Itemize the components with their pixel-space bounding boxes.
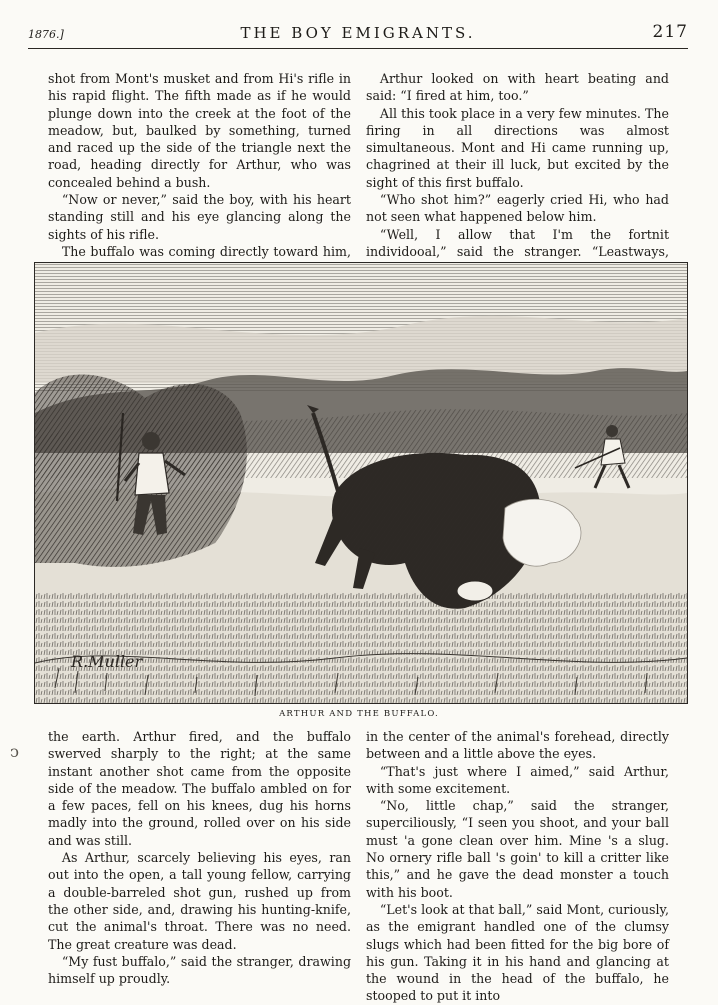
top-left-column xyxy=(48,70,351,278)
illustration-caption: ARTHUR AND THE BUFFALO. xyxy=(279,709,439,719)
header-date: 1876.] xyxy=(28,28,64,41)
paragraph: “My fust buffalo,” said the stranger, drawing himself up proudly. xyxy=(48,953,351,987)
paragraph: “That's just where I aimed,” said Arthur, with some excitement. xyxy=(366,763,669,796)
paragraph: “Who shot him?” eagerly cried Hi, who had not seen what happened below him. xyxy=(366,192,669,225)
header-rule xyxy=(28,48,688,49)
paragraph: in the center of the animal's forehead, directly between and a little above the eyes. xyxy=(366,729,669,762)
paragraph: All this took place in a very few minutes. The firing in all directions was almost simultaneous. Mont and Hi came running up, chagrined at their ill luck, but excited by the sight of this first buffalo. xyxy=(366,105,669,190)
engraver-signature: R.Muller xyxy=(71,652,143,671)
paragraph: “Now or never,” said the boy, with his heart standing still and his eye glancing along the sights of his rifle. xyxy=(48,192,351,242)
bottom-right-column xyxy=(366,728,669,1005)
paragraph: “No, little chap,” said the stranger, superciliously, “I seen you shoot, and your ball must 'a gone clean over him. Mine 's a slug. No ornery rifle ball 's goin' to kill a critter like this,” and he gave the dead monster a touch with his boot. xyxy=(366,798,669,900)
running-head xyxy=(28,22,688,46)
paragraph: The buffalo was coming directly toward him, xyxy=(61,243,351,259)
bottom-left-column xyxy=(48,728,351,987)
paragraph: “Well, I allow that I'm the fortnit individooal,” said the stranger. “Leastways, xyxy=(366,226,669,259)
paragraph: “Let's look at that ball,” said Mont, curiously, as the emigrant handled one of the clumsy slugs which had been fitted for the big bore of his gun. Taking it in his hand and glancing at the wound in the head of the buffalo, he stooped to put it into xyxy=(366,901,669,1004)
paragraph: shot from Mont's musket and from Hi's rifle in his rapid flight. The fifth made as if he would plunge down into the creek at the foot of the meadow, but, baulked by something, turned and raced up the side of the triangle next the road, heading directly for Arthur, who was concealed behind a bush. xyxy=(48,71,351,190)
engraving-art xyxy=(35,263,687,703)
margin-mark: ↄ xyxy=(10,742,19,761)
page-number: 217 xyxy=(652,22,688,42)
header-title: THE BOY EMIGRANTS. xyxy=(240,24,476,42)
paragraph: Arthur looked on with heart beating and said: “I fired at him, too.” xyxy=(366,71,669,104)
engraving-arthur-and-buffalo xyxy=(34,262,688,704)
paragraph: As Arthur, scarcely believing his eyes, ran out into the open, a tall young fellow, carrying a double-barreled shot gun, rushed up from the other side, and, drawing his hunting-knife, cut the animal's throat. There was no need. The great creature was dead. xyxy=(48,850,351,952)
paragraph: the earth. Arthur fired, and the buffalo swerved sharply to the right; at the same instant another shot came from the opposite side of the meadow. The buffalo ambled on for a few paces, fell on his knees, dug his horns madly into the ground, rolled over on his side and was still. xyxy=(48,729,351,848)
